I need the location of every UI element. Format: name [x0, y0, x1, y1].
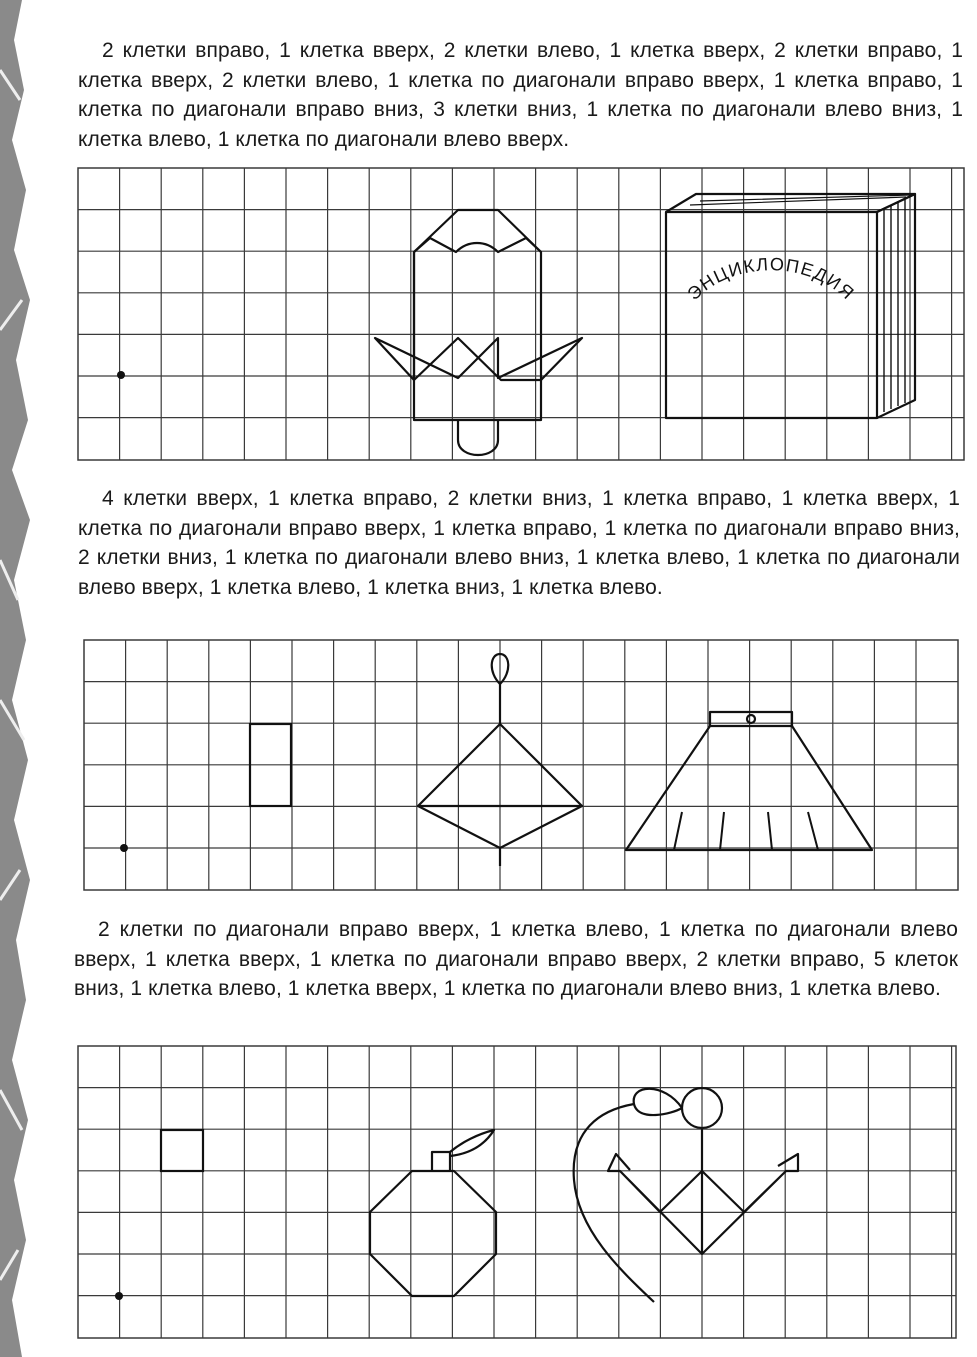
grid-panel-2: [84, 640, 958, 890]
start-dot-2: [120, 844, 128, 852]
instruction-text-2: 4 клетки вверх, 1 клетка вправо, 2 клетки вниз, 1 клетка вправо, 1 клетка вверх, 1 клетка по диагонали вправо вверх, 1 клетка вправо, 1 клетка по диагонали вправо вниз, 2 клетки вниз, 1 клетка по диагонали влево вниз, 1 клетка влево, 1 клетка по диагонали влево вверх, 1 клетка влево, 1 клетка вниз, 1 клетка влево.: [78, 487, 960, 599]
sample-figure-robot: [375, 210, 582, 455]
instruction-text-1: 2 клетки вправо, 1 клетка вверх, 2 клетки влево, 1 клетка вверх, 2 клетки вправо, 1 клетка вверх, 2 клетки влево, 1 клетка по диагонали вправо вверх, 1 клетка вправо, 1 клетка по диагонали вправо вниз, 3 клетки вниз, 1 клетка по диагонали влево вниз, 1 клетка влево, 1 клетка по диагонали влево вверх.: [78, 39, 963, 151]
sample-figure-square: [161, 1130, 203, 1171]
book-title-text: ЭНЦИКЛОПЕДИЯ: [683, 254, 859, 304]
instruction-text-3: 2 клетки по диагонали вправо вверх, 1 клетка влево, 1 клетка по диагонали влево вверх, 1 клетка вверх, 1 клетка по диагонали вправо вверх, 2 клетки вправо, 5 клеток вниз, 1 клетка влево, 1 клетка вверх, 1 клетка по диагонали влево вниз, 1 клетка влево.: [74, 918, 958, 1000]
start-dot-1: [117, 371, 125, 379]
grid-panel-1: [78, 168, 964, 460]
sample-figure-anchor: [574, 1088, 798, 1302]
grid-panel-3: [78, 1046, 956, 1338]
start-dot-3: [115, 1292, 123, 1300]
sample-figure-book: [666, 194, 915, 418]
